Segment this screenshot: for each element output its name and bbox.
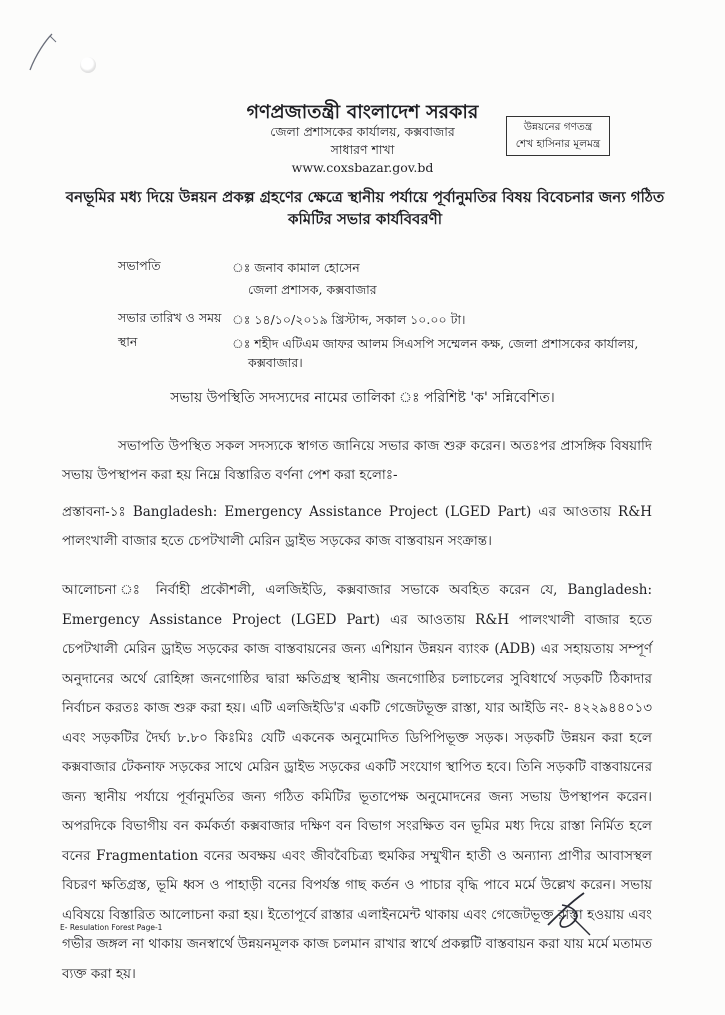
discussion-paragraph: আলোচনা ঃ নির্বাহী প্রকৌশলী, এলজিইডি, কক্সবাজার সভাকে অবহিত করেন যে, Bangladesh: Emergency Assistance Project (LGED Part) এর আওতায় R&H পালংখালী বাজার হতে চেপটখালী মেরিন ড্রাইভ সড়কের কাজ বাস্তবায়নের জন্য এশিয়ান উন্নয়ন ব্যাংক (ADB) এর সহায়তায় সম্পূর্ণ অনুদানের অর্থে রোহিঙ্গা জনগোষ্ঠির দ্বারা ক্ষতিগ্রস্থ স্থানীয় জনগোষ্ঠির চলাচলের সুবিধার্থে সড়কটি ঠিকাদার নির্বাচন করতঃ কাজ শুরু করা হয়। এটি এলজিইডি'র একটি গেজেটভূক্ত রাস্তা, যার আইডি নং- ৪২২৯৪৪০১৩ এবং সড়কটির দৈর্ঘ্য ৮.৮০ কিঃমিঃ যেটি একনেক অনুমোদিত ডিপিপিভূক্ত সড়ক। সড়কটি উন্নয়ন করা হলে কক্সবাজার টেকনাফ সড়কের সাথে মেরিন ড্রাইভ সড়কের একটি সংযোগ স্থাপিত হবে। তিনি সড়কটি বাস্তবায়নের জন্য স্থানীয় পর্যায়ে পূর্বানুমতির জন্য গঠিত কমিটির ভূতাপেক্ষ অনুমোদনের জন্য সভায় উপস্থাপন করেন। অপরদিকে বিভাগীয় বন কর্মকর্তা কক্সবাজার দক্ষিণ বন বিভাগ সংরক্ষিত বন ভূমির মধ্য দিয়ে রাস্তা নির্মিত হলে বনের Fragmentation বনের অবক্ষয় এবং জীববৈচিত্র্য হুমকির সম্মুখীন হাতী ও অন্যান্য প্রাণীর আবাসস্থল বিচরণ ক্ষতিগ্রস্ত, ভূমি ধ্বস ও পাহাড়ী বনের বিপর্যস্ত গাছ কর্তন ও পাচার বৃদ্ধি পাবে মর্মে উল্লেখ করেন। সভায় এবিষয়ে বিস্তারিত আলোচনা করা হয়। ইতোপূর্বে রাস্তার এলাইনমেন্ট থাকায় এবং গেজেটভূক্ত রাস্তা হওয়ায় এবং গভীর জঙ্গল না থাকায় জনস্বার্থে উন্নয়নমূলক কাজ চলমান রাখার স্বার্থে প্রকল্পটি বাস্তবায়ন করা যায় মর্মে মতামত ব্যক্ত করা হয়। <box>62 582 652 982</box>
datetime-label: সভার তারিখ ও সময় <box>118 310 222 325</box>
chair-title: জেলা প্রশাসক, কক্সবাজার <box>248 282 377 297</box>
chair-label: সভাপতি <box>118 258 161 273</box>
pen-mark <box>22 30 62 75</box>
office-name: জেলা প্রশাসকের কার্যালয়, কক্সবাজার <box>270 124 455 139</box>
branch-name: সাধারণ শাখা <box>330 142 395 157</box>
datetime-value: ঃ ১৪/১০/২০১৯ খ্রিস্টাব্দ, সকাল ১০.০০ টা। <box>232 312 466 327</box>
attendance-note: সভায় উপস্থিতি সদস্যদের নামের তালিকা ঃ পরিশিষ্ট 'ক' সন্নিবেশিত। <box>170 390 555 406</box>
motto-line-2: শেখ হাসিনার মূলমন্ত্র <box>515 138 601 150</box>
venue-label: স্থান <box>118 334 138 349</box>
website: www.coxsbazar.gov.bd <box>291 160 434 175</box>
proposal-paragraph: প্রস্তাবনা-১ঃ Bangladesh: Emergency Assistance Project (LGED Part) এর আওতায় R&H পালংখালী বাজার হতে চেপটখালী মেরিন ড্রাইভ সড়কের কাজ বাস্তবায়ন সংক্রান্ত। <box>62 504 652 549</box>
venue-line-2: কক্সবাজার। <box>248 355 303 370</box>
chair-name: ঃ জনাব কামাল হোসেন <box>232 260 360 275</box>
government-title: গণপ্রজাতন্ত্রী বাংলাদেশ সরকার <box>246 101 479 123</box>
motto-line-1: উন্নয়নের গণতন্ত্র <box>523 121 593 133</box>
signature <box>540 885 600 940</box>
subject-heading: বনভূমির মধ্য দিয়ে উন্নয়ন প্রকল্প গ্রহণের ক্ষেত্রে স্থানীয় পর্যায়ে পূর্বানুমতির বিষয় বিবেচনার জন্য গঠিত কমিটির সভার কার্যবিবরণী <box>65 188 665 228</box>
footer-reference: E- Resulation Forest Page-1 <box>60 923 163 932</box>
motto-box <box>506 116 610 156</box>
venue-line-1: ঃ শহীদ এটিএম জাফর আলম সিএসপি সম্মেলন কক্ষ, জেলা প্রশাসকের কার্যালয়, <box>232 336 639 351</box>
intro-paragraph: সভাপতি উপস্থিত সকল সদস্যকে স্বাগত জানিয়ে সভার কাজ শুরু করেন। অতঃপর প্রাসঙ্গিক বিষয়াদি সভায় উপস্থাপন করা হয় নিম্নে বিস্তারিত বর্ণনা পেশ করা হলোঃ- <box>62 438 652 483</box>
punch-hole <box>80 57 96 73</box>
